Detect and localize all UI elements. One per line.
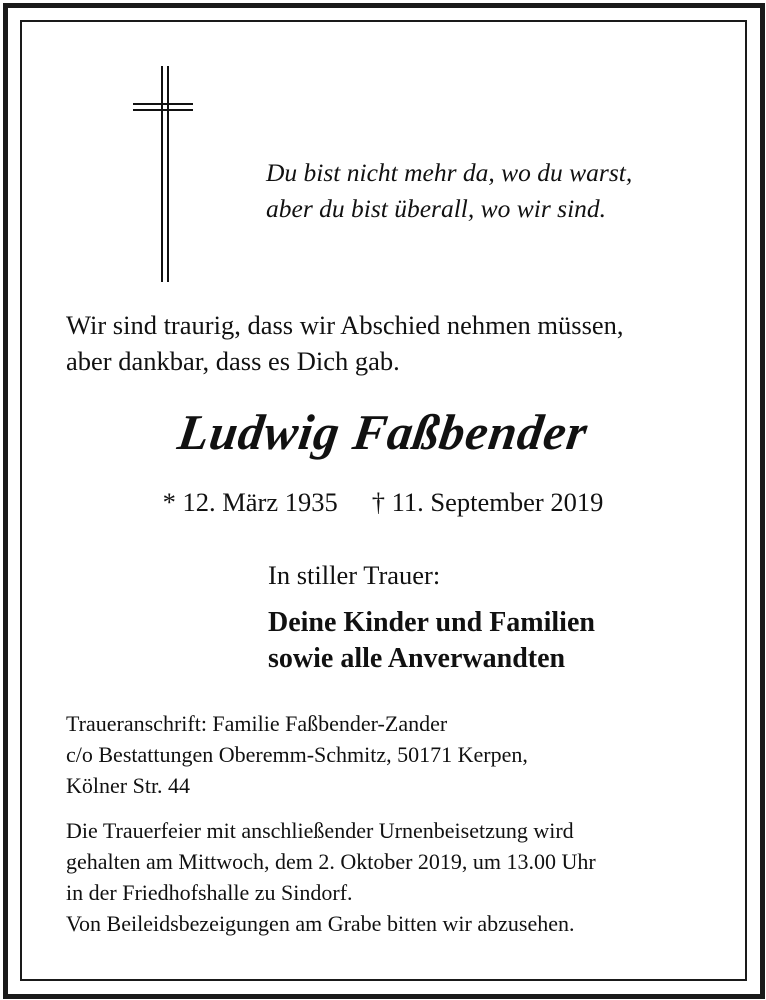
address-line-3: Kölner Str. 44 bbox=[66, 773, 191, 798]
mourning-address bbox=[66, 708, 528, 801]
intro-line-2: aber dankbar, dass es Dich gab. bbox=[66, 346, 400, 376]
epigraph-quote bbox=[266, 155, 632, 227]
ceremony-line-4: Von Beileidsbezeigungen am Grabe bitten wir abzusehen. bbox=[66, 911, 575, 936]
death-date: † 11. September 2019 bbox=[371, 487, 604, 517]
ceremony-info bbox=[66, 815, 596, 939]
mourners bbox=[268, 605, 595, 677]
intro-line-1: Wir sind traurig, dass wir Abschied nehmen müssen, bbox=[66, 310, 624, 340]
address-line-2: c/o Bestattungen Oberemm-Schmitz, 50171 Kerpen, bbox=[66, 742, 528, 767]
intro-text bbox=[66, 307, 624, 379]
mourners-line-2: sowie alle Anverwandten bbox=[268, 643, 566, 674]
life-dates bbox=[0, 485, 766, 519]
ceremony-line-1: Die Trauerfeier mit anschließender Urnenbeisetzung wird bbox=[66, 818, 574, 843]
address-line-1: Traueranschrift: Familie Faßbender-Zander bbox=[66, 711, 448, 736]
deceased-name: Ludwig Faßbender bbox=[174, 404, 592, 460]
ceremony-line-3: in der Friedhofshalle zu Sindorf. bbox=[66, 880, 353, 905]
cross-icon bbox=[133, 66, 193, 282]
quote-line-1: Du bist nicht mehr da, wo du warst, bbox=[266, 158, 633, 187]
mourners-line-1: Deine Kinder und Familien bbox=[268, 607, 595, 638]
ceremony-line-2: gehalten am Mittwoch, dem 2. Oktober 2019, um 13.00 Uhr bbox=[66, 849, 596, 874]
mourning-label: In stiller Trauer: bbox=[268, 560, 441, 590]
birth-date: * 12. März 1935 bbox=[162, 487, 338, 517]
quote-line-2: aber du bist überall, wo wir sind. bbox=[266, 194, 607, 223]
